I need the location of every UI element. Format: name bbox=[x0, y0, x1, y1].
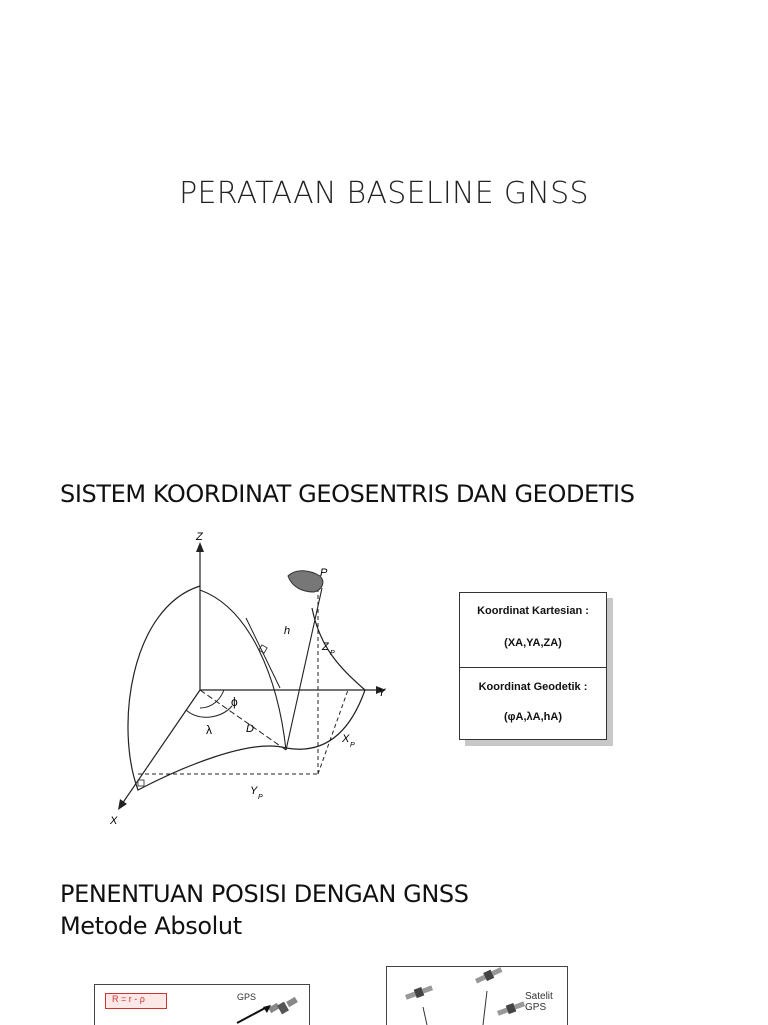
section-title-penentuan bbox=[60, 878, 469, 942]
section-title-koordinat: SISTEM KOORDINAT GEOSENTRIS DAN GEODETIS bbox=[60, 480, 635, 508]
geodetic-value bbox=[460, 711, 606, 723]
satelit-gps-label: Satelit GPS bbox=[525, 991, 553, 1013]
satellite-figure bbox=[386, 966, 568, 1025]
cartesian-value bbox=[460, 637, 606, 649]
x-axis-label: X bbox=[110, 815, 118, 827]
box-divider bbox=[460, 667, 606, 668]
satellites-icon bbox=[387, 967, 527, 1025]
formula-box bbox=[105, 993, 167, 1009]
absolute-positioning-figure bbox=[94, 984, 310, 1025]
page-title: PERATAAN BASELINE GNSS bbox=[179, 176, 589, 211]
y-axis-label: Y bbox=[378, 687, 386, 699]
cartesian-label: Koordinat Kartesian : bbox=[477, 605, 589, 617]
formula-text: R = r - ρ bbox=[112, 994, 145, 1004]
phi-label: ϕ bbox=[231, 695, 238, 709]
zp-label: Z bbox=[322, 641, 329, 653]
arrow-icon bbox=[235, 1003, 275, 1025]
xp-label: X bbox=[342, 733, 350, 745]
h-label: h bbox=[284, 625, 291, 637]
coordinate-info-box bbox=[459, 592, 607, 740]
yp-label: Y bbox=[250, 785, 258, 797]
lambda-label: λ bbox=[206, 723, 212, 737]
d-label: D bbox=[246, 723, 254, 735]
title-line-1: PENENTUAN POSISI DENGAN GNSS bbox=[60, 880, 469, 908]
zp-subscript: P bbox=[330, 650, 335, 657]
cartesian-value-text: (XA,YA,ZA) bbox=[504, 637, 562, 649]
slide-title bbox=[0, 0, 768, 440]
geodetic-value-text: (φA,λA,hA) bbox=[504, 711, 562, 723]
gps-label: GPS bbox=[237, 992, 257, 1002]
coordinate-diagram bbox=[100, 528, 400, 828]
z-axis-label: Z bbox=[196, 531, 203, 543]
title-line-2: Metode Absolut bbox=[60, 912, 242, 940]
geodetic-label: Koordinat Geodetik : bbox=[478, 681, 588, 693]
yp-subscript: P bbox=[258, 794, 263, 801]
xp-subscript: P bbox=[350, 742, 355, 749]
p-label: P bbox=[320, 567, 328, 579]
